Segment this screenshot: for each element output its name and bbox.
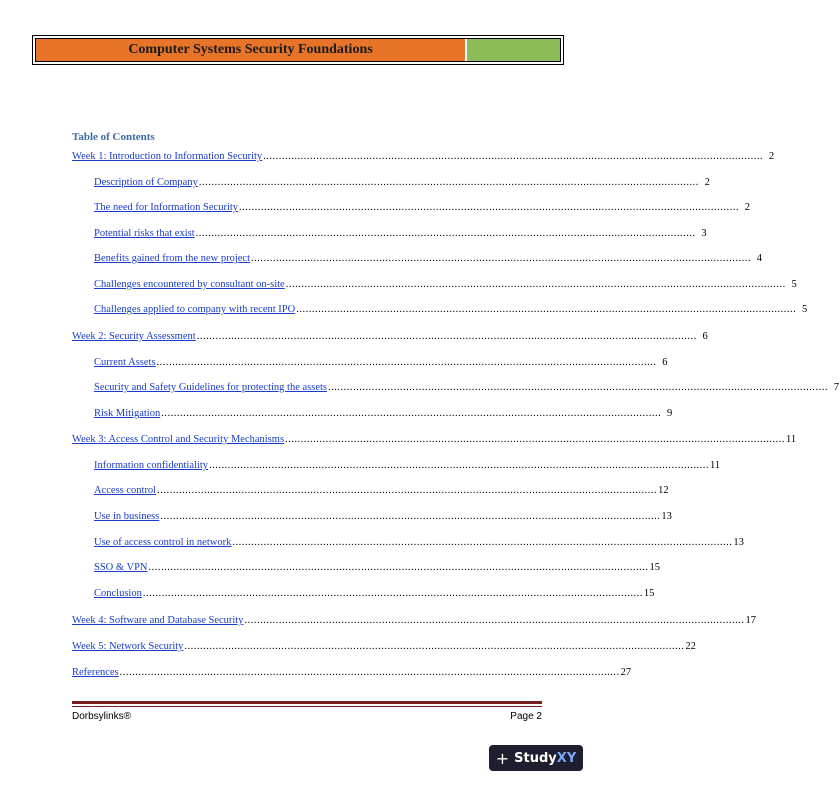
toc-leader: ................................................................................................................................................................ <box>327 382 828 393</box>
toc-page-number: 11 <box>786 434 797 445</box>
toc-leader: ................................................................................................................................................................ <box>232 537 733 548</box>
toc-link[interactable]: Challenges applied to company with recent IPO <box>94 304 296 315</box>
toc-leader: ................................................................................................................................................................ <box>148 562 649 573</box>
toc-entry-sso-vpn[interactable] <box>94 559 660 573</box>
watermark-prefix: Study <box>514 750 557 766</box>
toc-link[interactable]: Benefits gained from the new project <box>94 253 250 264</box>
toc-page-number: 9 <box>666 408 673 419</box>
toc-link[interactable]: Challenges encountered by consultant on-site <box>94 279 285 290</box>
header-green-block <box>467 39 560 61</box>
toc-page-number: 4 <box>756 253 762 264</box>
toc-leader: ................................................................................................................................................................ <box>157 485 658 496</box>
toc-entry-references[interactable] <box>72 664 632 678</box>
toc-leader: ................................................................................................................................................................ <box>198 177 699 188</box>
toc-heading: Table of Contents <box>72 131 155 143</box>
toc-entry-challenges-ipo[interactable] <box>94 301 808 315</box>
toc-link[interactable]: References <box>72 667 119 678</box>
toc-link[interactable]: SSO & VPN <box>94 562 148 573</box>
toc-page-number: 2 <box>768 151 775 162</box>
toc-entry-conclusion[interactable] <box>94 585 655 599</box>
toc-link[interactable]: Potential risks that exist <box>94 228 195 239</box>
toc-page-number: 3 <box>701 228 707 239</box>
footer-page-number: Page 2 <box>510 711 542 722</box>
toc-entry-week5[interactable] <box>72 638 696 652</box>
toc-link[interactable]: Week 4: Software and Database Security <box>72 615 244 626</box>
toc-entry-access-control-network[interactable] <box>94 534 744 548</box>
toc-link[interactable]: Use in business <box>94 511 160 522</box>
toc-page-number: 6 <box>662 357 668 368</box>
toc-entry-risks[interactable] <box>94 225 707 239</box>
toc-page-number: 22 <box>685 641 696 652</box>
toc-leader: ................................................................................................................................................................ <box>263 151 764 162</box>
toc-entry-week1[interactable] <box>72 148 775 162</box>
toc-page-number: 13 <box>661 511 672 522</box>
header-inner-frame <box>35 38 561 62</box>
toc-link[interactable]: Week 2: Security Assessment <box>72 331 196 342</box>
toc-entry-confidentiality[interactable] <box>94 457 721 471</box>
toc-entry-need[interactable] <box>94 199 751 213</box>
toc-link[interactable]: Description of Company <box>94 177 198 188</box>
toc-entry-access-control[interactable] <box>94 482 669 496</box>
toc-leader: ................................................................................................................................................................ <box>119 667 620 678</box>
toc-entry-week2[interactable] <box>72 328 708 342</box>
toc-entry-guidelines[interactable] <box>94 379 839 393</box>
footer-rule-thick <box>72 701 542 704</box>
toc-link[interactable]: Security and Safety Guidelines for protecting the assets <box>94 382 327 393</box>
toc-link[interactable]: Access control <box>94 485 157 496</box>
toc-leader: ................................................................................................................................................................ <box>285 434 786 445</box>
toc-leader: ................................................................................................................................................................ <box>184 641 685 652</box>
toc-page-number: 7 <box>833 382 839 393</box>
footer-author: Dorbsylinks® <box>72 711 132 722</box>
toc-entry-risk-mitigation[interactable] <box>94 405 673 419</box>
toc-page-number: 2 <box>744 202 751 213</box>
studyxy-watermark[interactable] <box>489 745 583 771</box>
toc-entry-description[interactable] <box>94 174 710 188</box>
toc-leader: ................................................................................................................................................................ <box>142 588 643 599</box>
toc-page-number: 11 <box>710 460 721 471</box>
toc-link[interactable]: Week 1: Introduction to Information Security <box>72 151 263 162</box>
toc-link[interactable]: Use of access control in network <box>94 537 232 548</box>
toc-leader: ................................................................................................................................................................ <box>251 253 751 264</box>
toc-link[interactable]: Current Assets <box>94 357 156 368</box>
toc-entry-use-in-business[interactable] <box>94 508 672 522</box>
toc-link[interactable]: Conclusion <box>94 588 142 599</box>
toc-leader: ................................................................................................................................................................ <box>209 460 710 471</box>
toc-leader: ................................................................................................................................................................ <box>161 408 662 419</box>
toc-link[interactable]: Week 3: Access Control and Security Mechanisms <box>72 434 285 445</box>
toc-page-number: 6 <box>702 331 708 342</box>
toc-link[interactable]: Risk Mitigation <box>94 408 161 419</box>
toc-page-number: 5 <box>801 304 808 315</box>
toc-leader: ................................................................................................................................................................ <box>296 304 797 315</box>
toc-leader: ................................................................................................................................................................ <box>195 228 696 239</box>
toc-leader: ................................................................................................................................................................ <box>160 511 661 522</box>
toc-leader: ................................................................................................................................................................ <box>156 357 657 368</box>
document-title: Computer Systems Security Foundations <box>36 39 465 61</box>
toc-entry-week3[interactable] <box>72 431 797 445</box>
toc-entry-week4[interactable] <box>72 612 756 626</box>
toc-page-number: 15 <box>649 562 660 573</box>
toc-entry-challenges-consultant[interactable] <box>94 276 797 290</box>
toc-leader: ................................................................................................................................................................ <box>244 615 745 626</box>
toc-page-number: 27 <box>620 667 632 678</box>
toc-entry-current-assets[interactable] <box>94 354 668 368</box>
document-header <box>32 35 564 65</box>
toc-link[interactable]: The need for Information Security <box>94 202 239 213</box>
footer-rule-thin <box>72 706 542 707</box>
watermark-suffix: XY <box>556 750 577 766</box>
plus-icon: + <box>495 748 510 768</box>
toc-page-number: 13 <box>733 537 744 548</box>
toc-link[interactable]: Information confidentiality <box>94 460 209 471</box>
toc-page-number: 15 <box>643 588 655 599</box>
toc-page-number: 12 <box>658 485 669 496</box>
toc-leader: ................................................................................................................................................................ <box>239 202 740 213</box>
toc-leader: ................................................................................................................................................................ <box>196 331 697 342</box>
toc-page-number: 2 <box>704 177 710 188</box>
toc-leader: ................................................................................................................................................................ <box>285 279 786 290</box>
toc-entry-benefits[interactable] <box>94 250 762 264</box>
toc-page-number: 5 <box>791 279 797 290</box>
toc-page-number: 17 <box>745 615 756 626</box>
toc-link[interactable]: Week 5: Network Security <box>72 641 184 652</box>
